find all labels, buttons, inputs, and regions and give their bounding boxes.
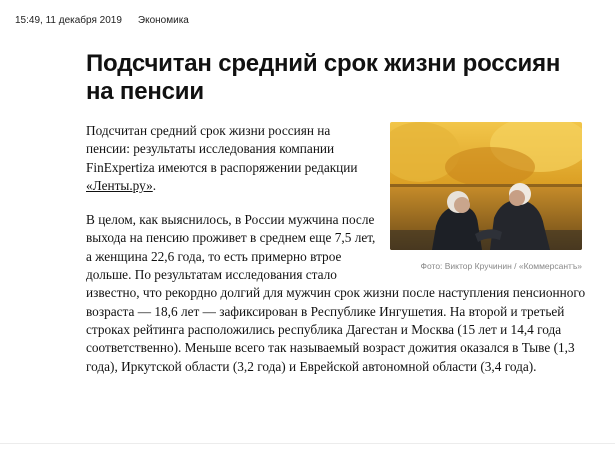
article-body xyxy=(86,122,586,392)
section-divider xyxy=(0,443,615,444)
article-photo[interactable] xyxy=(390,122,582,250)
photo-caption: Фото: Виктор Кручинин / «Коммерсантъ» xyxy=(420,261,582,271)
article-meta xyxy=(15,15,189,26)
article-title: Подсчитан средний срок жизни россиян на пенсии xyxy=(86,50,561,105)
lenta-ru-link[interactable]: «Ленты.ру» xyxy=(86,177,153,193)
rubric-link[interactable]: Экономика xyxy=(137,15,189,26)
article-figure xyxy=(390,122,582,275)
publish-datetime: 15:49, 11 декабря 2019 xyxy=(15,15,122,26)
lead-text: Подсчитан средний срок жизни россиян на пенсии: результаты исследования компании FinExpertiza имеются в распоряжении редакции xyxy=(86,123,358,175)
body-paragraph: В целом, как выяснилось, в России мужчина после выхода на пенсию проживет в среднем еще 7,5 лет, а женщина 22,6 года, то есть примерно втрое дольше. По результатам исследования стало известно, что рекордно долгий для мужчин срок жизни после наступления пенсионного возраста — 18,6 лет — зафиксирован в Республике Ингушетия. На второй и третьей строках рейтинга расположились республика Дагестан и Москва (15 лет и 14,4 года соответственно). Меньше всего так называемый возраст дожития оказался в Тыве (1,3 года), Иркутской области (3,2 года) и Еврейской автономной области (3,4 года). xyxy=(86,212,586,374)
lead-end: . xyxy=(152,177,157,193)
